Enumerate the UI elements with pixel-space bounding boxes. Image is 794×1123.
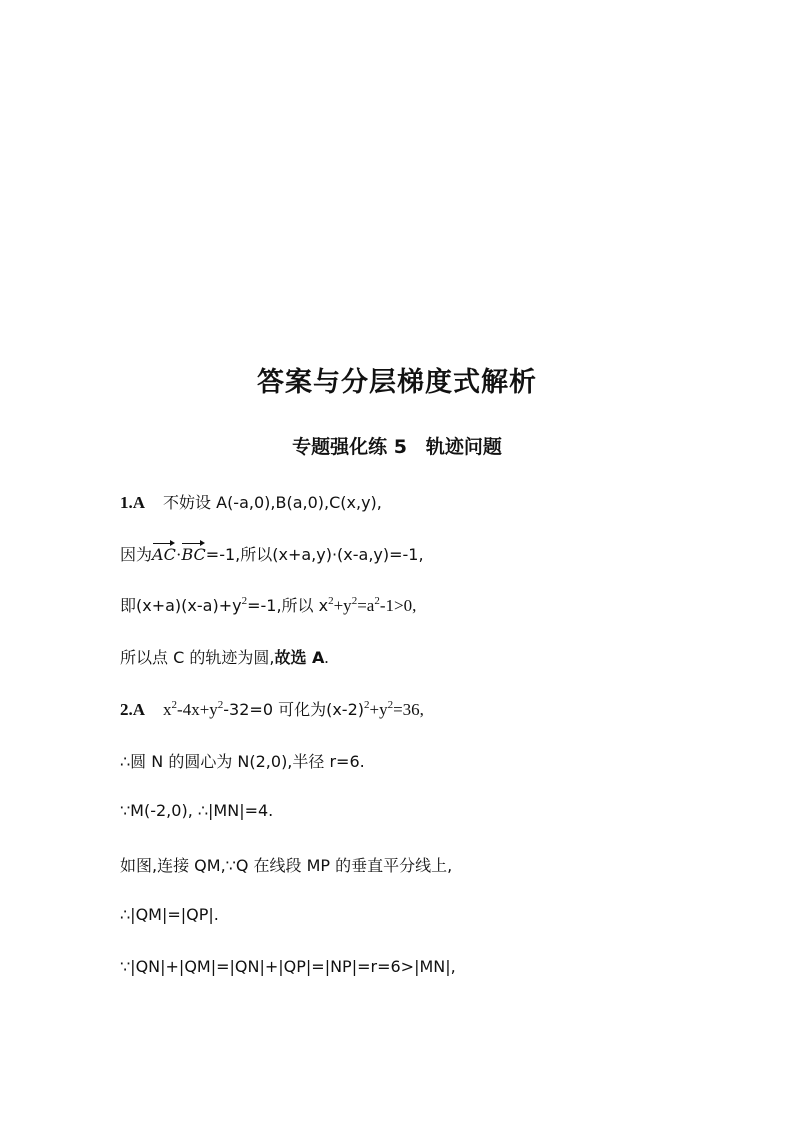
- superscript: 2: [387, 699, 394, 711]
- dot-operator: ·: [175, 545, 182, 564]
- superscript: 2: [217, 699, 224, 711]
- q2-text-1d: +y: [369, 700, 388, 719]
- q1-text-4c: .: [324, 648, 329, 667]
- q1-text-3a: 即(x+a)(x-a)+y: [120, 596, 242, 615]
- q1-text-2-post: =-1,所以(x+a,y)·(x-a,y)=-1,: [205, 545, 424, 564]
- q1-line-2: [120, 541, 424, 565]
- q2-line-2: ∴圆 N 的圆心为 N(2,0),半径 r=6.: [120, 752, 365, 771]
- q2-line-6: ∵|QN|+|QM|=|QN|+|QP|=|NP|=r=6>|MN|,: [120, 957, 456, 976]
- q1-text-3c: +y: [333, 596, 352, 615]
- superscript: 2: [241, 595, 248, 607]
- section-subtitle: 专题强化练 5 轨迹问题: [292, 436, 502, 458]
- q1-number: 1.A: [120, 493, 146, 512]
- superscript: 2: [171, 699, 178, 711]
- q2-line-4: 如图,连接 QM,∵Q 在线段 MP 的垂直平分线上,: [120, 856, 453, 875]
- q2-number: 2.A: [120, 700, 146, 719]
- q1-text-1: 不妨设 A(-a,0),B(a,0),C(x,y),: [163, 493, 382, 512]
- vector-bc: BC: [181, 541, 205, 564]
- q1-line-1: [120, 490, 382, 513]
- q1-text-4a: 所以点 C 的轨迹为圆,: [120, 648, 275, 667]
- q1-text-3e: -1>0,: [379, 596, 417, 615]
- superscript: 2: [351, 595, 358, 607]
- q1-line-3: [120, 593, 416, 616]
- q1-answer-choice: 故选 A: [274, 648, 325, 667]
- q1-text-2-pre: 因为: [120, 545, 153, 564]
- q1-line-4: [120, 645, 329, 668]
- superscript: 2: [328, 595, 334, 607]
- q2-text-1e: =36,: [393, 700, 424, 719]
- q2-text-1c: -32=0 可化为(x-2): [223, 700, 364, 719]
- superscript: 2: [364, 699, 370, 711]
- q1-text-3d: =a: [357, 596, 375, 615]
- superscript: 2: [374, 595, 380, 607]
- q2-text-1b: -4x+y: [177, 700, 218, 719]
- vector-ac: AC: [152, 541, 176, 564]
- page-title: 答案与分层梯度式解析: [257, 367, 537, 398]
- q2-line-1: [120, 697, 424, 720]
- q2-line-3: ∵M(-2,0), ∴|MN|=4.: [120, 801, 274, 820]
- q1-text-3b: =-1,所以 x: [247, 596, 329, 615]
- q2-text-1a: x: [163, 700, 172, 719]
- q2-line-5: ∴|QM|=|QP|.: [120, 905, 219, 924]
